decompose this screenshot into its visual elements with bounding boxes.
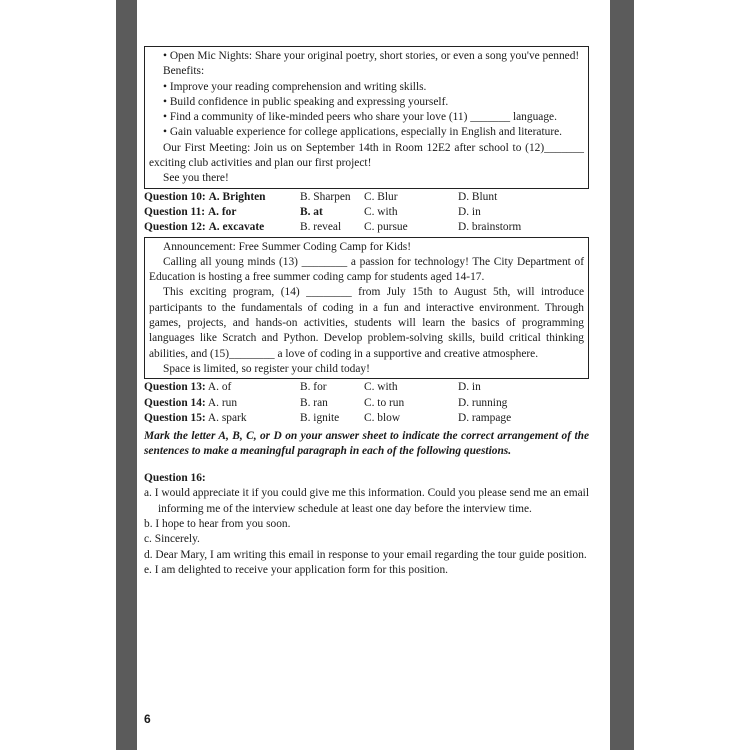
box1-line: • Gain valuable experience for college applications, especially in English and literature. [163,126,563,139]
box1-line: • Find a community of like-minded peers who share your love (11) _______ language. [163,111,557,124]
q16-option-d: d. Dear Mary, I am writing this email in response to your email regarding the tour guide position. [144,548,587,561]
section-instruction: Mark the letter A, B, C, or D on your answer sheet to indicate the correct arrangement of the sentences to make a meaningful paragraph in each of the following questions. [144,430,589,458]
box1-line: Our First Meeting: Join us on September 14th in Room 12E2 after school to (12)_______ exciting club activities and plan our first project! [149,141,584,170]
box1-line: Benefits: [163,65,205,78]
question-row [144,396,589,411]
question-row [144,380,589,395]
option-c: C. with [364,205,398,218]
question-16-label: Question 16: [144,472,206,485]
question-label: Question 11: [144,205,206,218]
option-b: B. for [300,381,327,394]
option-d: D. running [458,396,508,409]
question-row [144,205,589,220]
q16-option-b: b. I hope to hear from you soon. [144,518,291,530]
option-a: A. of [207,381,232,394]
option-b: B. Sharpen [300,190,351,203]
q16-option-e: e. I am delighted to receive your application form for this position. [144,563,448,576]
option-a: A. spark [207,411,247,424]
option-d: D. Blunt [458,190,498,203]
box2-line: This exciting program, (14) ________ from July 15th to August 5th, will introduce participants to the fundamentals of coding in a fun and interactive environment. Through games, projects, and hands-on activities, students will learn the basics of programming languages like Scratch and Python. Develop problem-solving skills, build critical thinking abilities, and (15)________ a love of coding in a supportive and creative atmosphere. [149,286,584,360]
option-b: B. ignite [300,411,340,424]
option-c: C. Blur [364,190,398,203]
club-announcement-box [144,46,589,189]
box1-line: • Open Mic Nights: Share your original poetry, short stories, or even a song you've penned! [163,50,580,62]
q16-option-a: a. I would appreciate it if you could give me this information. Could you please send me an email informing me of the interview schedule at least one day before the interview time. [144,487,589,515]
question-label: Question 10: [144,190,206,203]
option-d: D. brainstorm [458,221,522,234]
option-c: C. to run [364,396,405,409]
box1-line: • Build confidence in public speaking and expressing yourself. [163,95,449,108]
questions-10-12 [144,190,589,236]
option-c: C. with [364,381,398,394]
box1-line: • Improve your reading comprehension and writing skills. [163,80,427,93]
coding-camp-announcement-box [144,237,589,380]
q16-option-c: c. Sincerely. [144,533,200,546]
option-d: D. in [458,205,481,218]
box2-line: Announcement: Free Summer Coding Camp for Kids! [163,240,412,253]
question-label: Question 13: [144,381,206,394]
option-c: C. blow [364,411,401,424]
question-row [144,411,589,426]
question-label: Question 15: [144,411,206,424]
option-b: B. at [300,205,323,218]
option-b: B. reveal [300,221,342,234]
option-a: A. excavate [208,221,265,234]
option-d: D. rampage [458,411,512,424]
box1-line: See you there! [163,172,229,185]
questions-13-15 [144,380,589,426]
option-b: B. ran [300,396,328,409]
question-label: Question 14: [144,396,206,409]
option-a: A. for [207,205,237,218]
question-label: Question 12: [144,221,206,234]
question-row [144,190,589,205]
question-row [144,220,589,235]
option-d: D. in [458,381,481,394]
box2-line: Calling all young minds (13) ________ a passion for technology! The City Department of Education is hosting a free summer coding camp for students aged 14-17. [149,255,584,284]
page-number: 6 [144,712,151,726]
box2-line: Space is limited, so register your child today! [163,362,370,375]
option-c: C. pursue [364,221,408,234]
page-content [144,46,589,578]
option-a: A. Brighten [208,190,266,203]
option-a: A. run [207,396,238,409]
